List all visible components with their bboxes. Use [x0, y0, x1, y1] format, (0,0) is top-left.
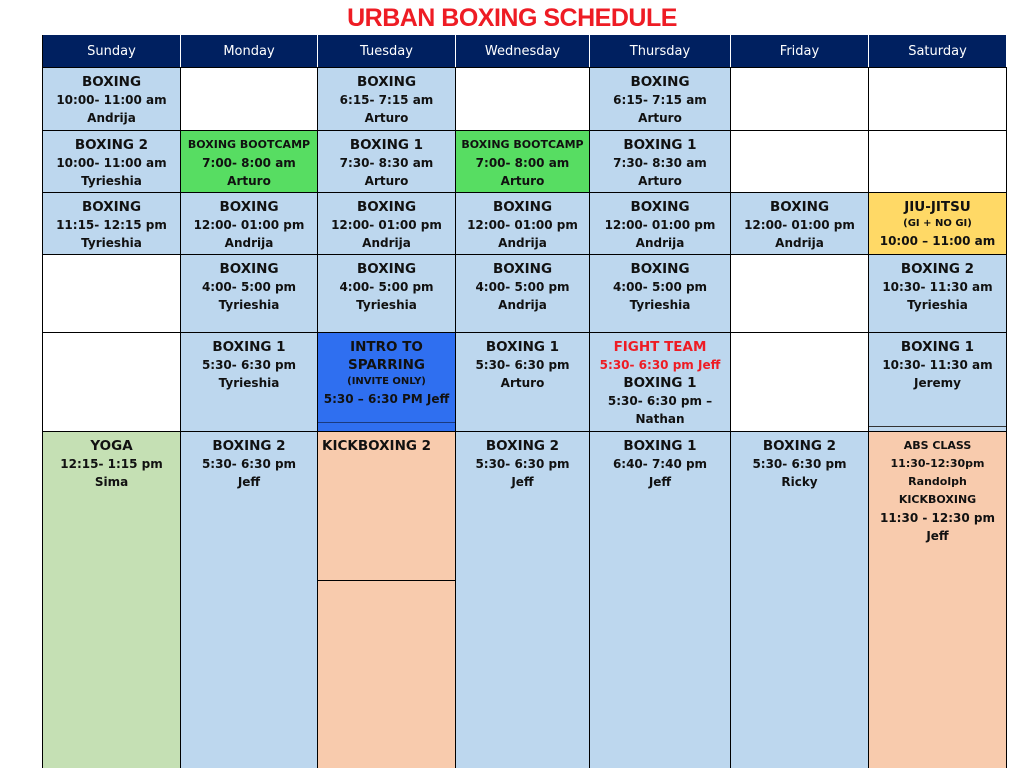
- class-line: BOXING 1: [623, 438, 697, 454]
- class-line: 10:00- 11:00 am: [56, 156, 167, 170]
- class-line: BOXING 1: [349, 137, 424, 153]
- class-line: 12:00- 01:00 pm: [744, 218, 855, 232]
- class-line: BOXING: [356, 199, 417, 215]
- class-line: YOGA: [90, 438, 133, 454]
- class-line: 12:00- 01:00 pm: [467, 218, 578, 232]
- class-cell: [43, 130, 181, 192]
- class-line: BOXING: [630, 74, 690, 90]
- class-line: 5:30- 6:30 pm: [201, 457, 297, 471]
- class-cell: [590, 130, 731, 192]
- empty-cell: [181, 67, 318, 130]
- class-line: Ricky: [781, 475, 818, 489]
- empty-cell: [869, 130, 1007, 192]
- class-cell: [456, 431, 590, 768]
- day-header-friday: Friday: [731, 35, 869, 67]
- class-line: BOXING: [769, 199, 830, 215]
- class-line: Arturo: [638, 174, 682, 188]
- class-line: INTRO TO: [350, 339, 423, 355]
- class-line: 5:30- 6:30 pm: [475, 358, 570, 372]
- class-line: BOXING 1: [485, 339, 560, 355]
- empty-cell: [43, 254, 181, 332]
- class-line: 7:00- 8:00 am: [475, 156, 570, 170]
- class-line: 4:00- 5:00 pm: [339, 280, 434, 294]
- class-line: BOXING: [492, 261, 553, 277]
- class-line: Sima: [94, 475, 129, 489]
- class-cell: [456, 192, 590, 254]
- day-header-monday: Monday: [181, 35, 318, 67]
- class-cell: [731, 431, 869, 768]
- class-line: 11:15- 12:15 pm: [56, 218, 167, 232]
- class-line: ABS CLASS: [903, 439, 972, 452]
- day-header-saturday: Saturday: [869, 35, 1007, 67]
- empty-cell: [731, 332, 869, 431]
- class-line: 5:30- 6:30 pm Jeff: [599, 358, 721, 372]
- class-line: 6:15- 7:15 am: [613, 93, 707, 107]
- class-cell: [43, 431, 181, 768]
- class-line: Arturo: [364, 111, 409, 125]
- class-line: SPARRING: [347, 357, 426, 373]
- class-line: Nathan: [635, 412, 685, 426]
- class-cell: [590, 67, 731, 130]
- class-line: 7:30- 8:30 am: [339, 156, 434, 170]
- class-cell: [590, 431, 731, 768]
- class-line: Arturo: [500, 174, 545, 188]
- empty-cell: [456, 67, 590, 130]
- class-line: Tyrieshia: [81, 236, 142, 250]
- class-line: 4:00- 5:00 pm: [475, 280, 570, 294]
- class-line: Andrija: [498, 298, 547, 312]
- class-line: BOXING BOOTCAMP: [461, 138, 584, 151]
- class-cell: [590, 192, 731, 254]
- day-header-sunday: Sunday: [43, 35, 181, 67]
- class-line: 12:00- 01:00 pm: [193, 218, 305, 232]
- class-line: Tyrieshia: [218, 298, 280, 312]
- class-line: 6:15- 7:15 am: [339, 93, 434, 107]
- class-cell: [731, 192, 869, 254]
- class-cell: [456, 130, 590, 192]
- class-line: BOXING 2: [762, 438, 837, 454]
- class-line: BOXING 1: [623, 375, 697, 391]
- class-cell: [181, 192, 318, 254]
- empty-cell: [731, 254, 869, 332]
- class-cell: [456, 254, 590, 332]
- class-cell: [869, 254, 1007, 332]
- empty-cell: [43, 332, 181, 431]
- class-line: 7:30- 8:30 am: [613, 156, 707, 170]
- class-line: Arturo: [638, 111, 682, 125]
- class-cell: [181, 130, 318, 192]
- class-line: 5:30 – 6:30 PM Jeff: [323, 392, 450, 406]
- class-line: 5:30- 6:30 pm: [201, 358, 297, 372]
- class-line: 10:30- 11:30 am: [882, 280, 993, 294]
- schedule-table: [42, 35, 1007, 768]
- class-line: 10:00 – 11:00 am: [879, 234, 996, 248]
- class-cell: [318, 254, 456, 332]
- class-line: Randolph: [908, 475, 967, 488]
- class-line: 10:30- 11:30 am: [882, 358, 993, 372]
- class-line: 12:00- 01:00 pm: [604, 218, 716, 232]
- day-header-wednesday: Wednesday: [456, 35, 590, 67]
- class-line: BOXING 1: [623, 137, 697, 153]
- class-cell: [318, 332, 456, 431]
- class-cell: [181, 254, 318, 332]
- class-line: BOXING: [630, 261, 690, 277]
- class-line: (INVITE ONLY): [347, 376, 426, 387]
- class-line: Arturo: [500, 376, 545, 390]
- class-line: Tyrieshia: [907, 298, 968, 312]
- class-line: BOXING: [492, 199, 553, 215]
- class-line: BOXING 1: [900, 339, 975, 355]
- day-header-thursday: Thursday: [590, 35, 731, 67]
- class-line: 4:00- 5:00 pm: [612, 280, 708, 294]
- class-line: BOXING 2: [212, 438, 286, 454]
- class-cell: [318, 431, 456, 768]
- class-cell: [181, 332, 318, 431]
- class-line: Tyrieshia: [356, 298, 417, 312]
- empty-cell: [869, 67, 1007, 130]
- page-title: URBAN BOXING SCHEDULE: [347, 4, 677, 32]
- class-line: FIGHT TEAM: [613, 339, 707, 355]
- class-line: 6:40- 7:40 pm: [612, 457, 708, 471]
- class-cell: [181, 431, 318, 768]
- class-cell: [869, 192, 1007, 254]
- class-cell: [456, 332, 590, 431]
- class-line: 12:15- 1:15 pm: [60, 457, 163, 471]
- class-line: Arturo: [227, 174, 271, 188]
- class-cell: [869, 431, 1007, 768]
- class-line: 12:00- 01:00 pm: [331, 218, 442, 232]
- class-line: Andrija: [224, 236, 274, 250]
- class-line: Jeremy: [914, 376, 961, 390]
- class-line: BOXING 1: [212, 339, 286, 355]
- class-line: KICKBOXING: [898, 493, 977, 506]
- class-cell: [318, 130, 456, 192]
- class-cell: [590, 254, 731, 332]
- class-line: 7:00- 8:00 am: [202, 156, 296, 170]
- class-line: BOXING: [630, 199, 690, 215]
- class-line: 11:30 - 12:30 pm: [879, 511, 995, 525]
- class-line: Tyrieshia: [218, 376, 280, 390]
- class-line: Andrija: [635, 236, 685, 250]
- class-line: Tyrieshia: [81, 174, 142, 188]
- class-line: Andrija: [498, 236, 547, 250]
- day-header-tuesday: Tuesday: [318, 35, 456, 67]
- class-line: Andrija: [775, 236, 824, 250]
- class-line: 5:30- 6:30 pm: [475, 457, 570, 471]
- class-line: 5:30- 6:30 pm: [752, 457, 847, 471]
- class-line: BOXING 2: [74, 137, 149, 153]
- class-line: BOXING: [81, 199, 142, 215]
- class-line: JIU-JITSU: [904, 199, 971, 215]
- class-line: Jeff: [926, 529, 949, 543]
- class-line: KICKBOXING 2: [322, 438, 432, 454]
- class-cell: [43, 192, 181, 254]
- class-cell: [318, 67, 456, 130]
- class-line: 11:30-12:30pm: [890, 457, 985, 470]
- class-line: 10:00- 11:00 am: [56, 93, 167, 107]
- class-line: Jeff: [237, 475, 261, 489]
- class-line: Andrija: [362, 236, 411, 250]
- empty-cell: [731, 130, 869, 192]
- class-cell: [869, 332, 1007, 431]
- class-line: Andrija: [87, 111, 136, 125]
- class-line: (GI + NO GI): [903, 218, 972, 229]
- class-line: BOXING 2: [900, 261, 975, 277]
- class-line: 5:30- 6:30 pm –: [607, 394, 713, 408]
- class-line: 4:00- 5:00 pm: [201, 280, 297, 294]
- class-line: BOXING 2: [485, 438, 560, 454]
- class-line: BOXING BOOTCAMP: [187, 138, 311, 151]
- class-line: Jeff: [648, 475, 672, 489]
- class-cell: [43, 67, 181, 130]
- class-line: BOXING: [356, 74, 417, 90]
- class-cell: [318, 192, 456, 254]
- class-line: BOXING: [219, 199, 279, 215]
- class-line: Jeff: [511, 475, 534, 489]
- class-line: BOXING: [356, 261, 417, 277]
- empty-cell: [731, 67, 869, 130]
- class-line: Tyrieshia: [629, 298, 691, 312]
- class-line: Arturo: [364, 174, 409, 188]
- class-line: BOXING: [81, 74, 142, 90]
- class-cell: [590, 332, 731, 431]
- class-line: BOXING: [219, 261, 279, 277]
